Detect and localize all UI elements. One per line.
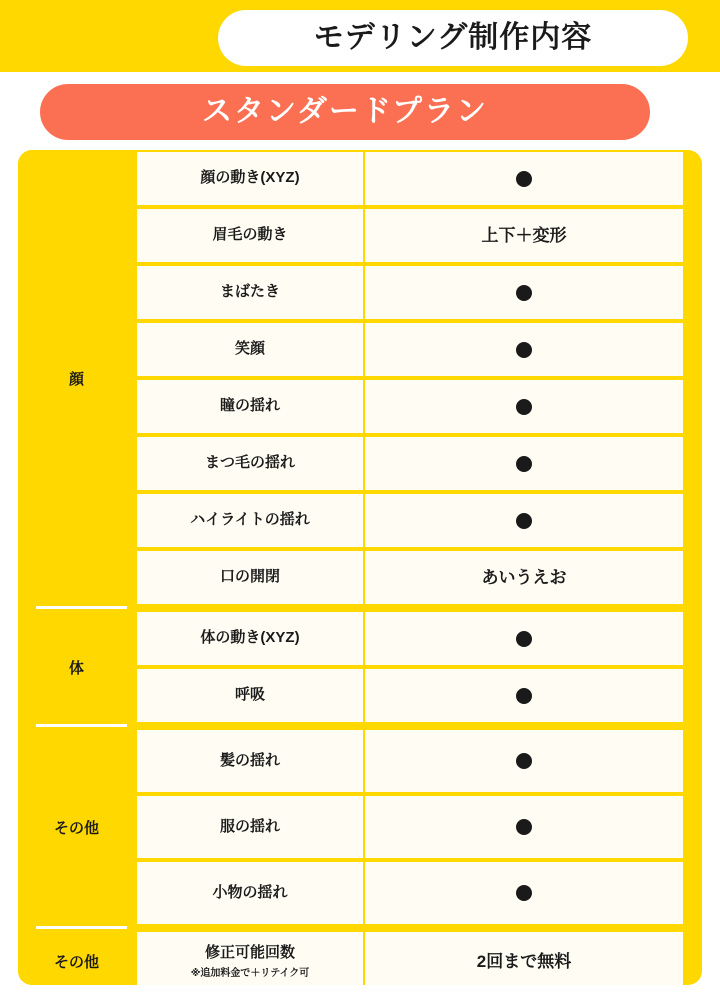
included-dot-icon <box>516 753 532 769</box>
table-group <box>18 610 702 724</box>
feature-name-text: 顔の動き(XYZ) <box>200 169 300 187</box>
feature-name-cell <box>135 930 365 985</box>
table-row <box>135 207 702 264</box>
feature-name-cell <box>135 264 365 321</box>
spec-table-body <box>18 150 702 985</box>
feature-name-cell <box>135 794 365 860</box>
table-group-rows <box>135 610 702 724</box>
feature-value-cell <box>365 207 685 264</box>
group-separator-line <box>36 606 127 609</box>
feature-name-cell <box>135 549 365 606</box>
table-group-rows <box>135 728 702 926</box>
feature-name-cell <box>135 150 365 207</box>
feature-name-cell <box>135 728 365 794</box>
feature-value-cell <box>365 321 685 378</box>
feature-name-text: 小物の揺れ <box>212 883 288 901</box>
category-cell: 体 <box>18 610 135 724</box>
table-row <box>135 667 702 724</box>
page-title <box>218 10 688 66</box>
feature-name-text: 口の開閉 <box>219 568 280 586</box>
plan-badge <box>40 84 650 140</box>
table-row <box>135 930 702 985</box>
table-row <box>135 860 702 926</box>
feature-name-note: ※追加料金で＋リテイク可 <box>190 968 310 980</box>
feature-value-cell <box>365 930 685 985</box>
table-group-rows <box>135 150 702 606</box>
feature-value-cell <box>365 492 685 549</box>
table-row <box>135 492 702 549</box>
feature-name-cell <box>135 610 365 667</box>
feature-name-cell <box>135 492 365 549</box>
included-dot-icon <box>516 342 532 358</box>
group-separator-left <box>18 606 135 610</box>
group-separator-line <box>36 926 127 929</box>
table-group <box>18 930 702 985</box>
feature-name-text: 瞳の揺れ <box>219 397 280 415</box>
table-group <box>18 728 702 926</box>
table-row <box>135 321 702 378</box>
included-dot-icon <box>516 819 532 835</box>
feature-value-cell <box>365 860 685 926</box>
feature-name-text: まばたき <box>219 283 280 301</box>
feature-value-cell <box>365 667 685 724</box>
feature-name-text: 呼吸 <box>234 686 265 704</box>
category-cell: その他 <box>18 728 135 926</box>
feature-name-cell <box>135 207 365 264</box>
included-dot-icon <box>516 513 532 529</box>
table-row <box>135 435 702 492</box>
category-cell: 顔 <box>18 150 135 606</box>
feature-value-text: あいうえお <box>481 568 567 587</box>
table-group-rows <box>135 930 702 985</box>
feature-name-text: 修正可能回数 <box>204 943 295 961</box>
table-row <box>135 728 702 794</box>
feature-name-cell <box>135 860 365 926</box>
table-row <box>135 150 702 207</box>
included-dot-icon <box>516 285 532 301</box>
feature-value-cell <box>365 435 685 492</box>
feature-name-text: ハイライトの揺れ <box>190 511 310 529</box>
spec-table <box>18 150 702 985</box>
table-row <box>135 264 702 321</box>
feature-name-text: 笑顔 <box>234 340 265 358</box>
page-title-text: モデリング制作内容 <box>313 21 593 54</box>
group-separator-left <box>18 724 135 728</box>
included-dot-icon <box>516 399 532 415</box>
group-separator-left <box>18 926 135 930</box>
feature-value-cell <box>365 728 685 794</box>
feature-value-cell <box>365 378 685 435</box>
feature-name-cell <box>135 435 365 492</box>
table-group <box>18 150 702 606</box>
feature-name-text: 体の動き(XYZ) <box>200 629 300 647</box>
included-dot-icon <box>516 688 532 704</box>
category-cell: その他 <box>18 930 135 985</box>
feature-value-cell <box>365 794 685 860</box>
group-separator-line <box>36 724 127 727</box>
feature-name-cell <box>135 667 365 724</box>
included-dot-icon <box>516 885 532 901</box>
included-dot-icon <box>516 631 532 647</box>
feature-name-cell <box>135 321 365 378</box>
table-row <box>135 794 702 860</box>
feature-value-text: 2回まで無料 <box>476 952 572 971</box>
included-dot-icon <box>516 171 532 187</box>
feature-value-cell <box>365 264 685 321</box>
table-row <box>135 378 702 435</box>
feature-name-text: 髪の揺れ <box>219 751 280 769</box>
plan-badge-text: スタンダードプラン <box>202 95 488 128</box>
feature-name-text: 眉毛の動き <box>212 226 288 244</box>
included-dot-icon <box>516 456 532 472</box>
feature-value-text: 上下＋変形 <box>481 226 567 245</box>
feature-value-cell <box>365 150 685 207</box>
feature-name-text: 服の揺れ <box>219 817 280 835</box>
feature-name-cell <box>135 378 365 435</box>
table-row <box>135 610 702 667</box>
feature-name-text: まつ毛の揺れ <box>204 454 295 472</box>
table-row <box>135 549 702 606</box>
feature-value-cell <box>365 610 685 667</box>
feature-value-cell <box>365 549 685 606</box>
